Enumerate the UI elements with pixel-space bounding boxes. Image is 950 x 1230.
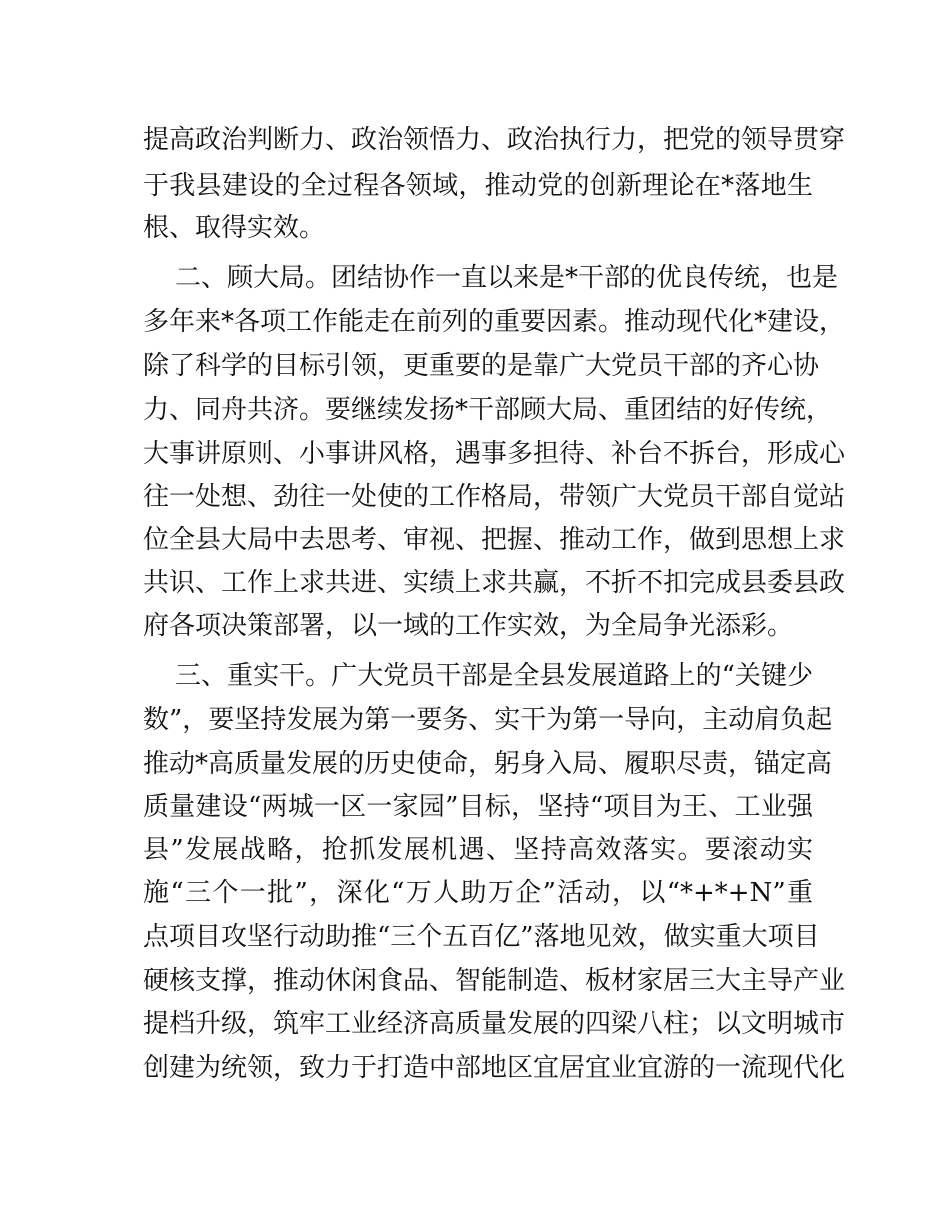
text-line: 推动*高质量发展的历史使命，躬身入局、履职尽责，锚定高	[143, 749, 833, 779]
text-line: 二、顾大局。团结协作一直以来是*干部的优良传统，也是	[175, 263, 839, 293]
text-line: 多年来*各项工作能走在前列的重要因素。推动现代化*建设，	[143, 307, 846, 337]
text-line: 共识、工作上求共进、实绩上求共赢，不折不扣完成县委县政	[143, 568, 846, 598]
text-line: 硬核支撑，推动休闲食品、智能制造、板材家居三大主导产业	[143, 966, 846, 996]
text-line: 力、同舟共济。要继续发扬*干部顾大局、重团结的好传统，	[143, 395, 833, 425]
text-line: 数”，要坚持发展为第一要务、实干为第一导向，主动肩负起	[143, 705, 833, 735]
text-line: 创建为统领，致力于打造中部地区宜居宜业宜游的一流现代化	[143, 1053, 846, 1083]
text-line: 往一处想、劲往一处使的工作格局，带领广大党员干部自觉站	[143, 482, 846, 512]
text-line: 根、取得实效。	[143, 213, 326, 243]
text-line: 提高政治判断力、政治领悟力、政治执行力，把党的领导贯穿	[143, 125, 846, 155]
text-line: 质量建设“两城一区一家园”目标，坚持“项目为王、工业强	[143, 792, 813, 822]
text-line: 府各项决策部署，以一域的工作实效，为全局争光添彩。	[143, 611, 794, 641]
text-line: 县”发展战略，抢抓发展机遇、坚持高效落实。要滚动实	[143, 835, 813, 865]
text-line: 除了科学的目标引领，更重要的是靠广大党员干部的齐心协	[143, 351, 820, 381]
text-line: 位全县大局中去思考、审视、把握、推动工作，做到思想上求	[143, 525, 846, 555]
text-line: 于我县建设的全过程各领域，推动党的创新理论在*落地生	[143, 171, 813, 201]
text-line: 施“三个一批”，深化“万人助万企”活动，以“*+*+N”重	[143, 878, 813, 908]
text-line: 三、重实干。广大党员干部是全县发展道路上的“关键少	[175, 661, 813, 691]
text-line: 提档升级，筑牢工业经济高质量发展的四梁八柱；以文明城市	[143, 1009, 846, 1039]
text-line: 点项目攻坚行动助推“三个五百亿”落地见效，做实重大项目	[143, 922, 820, 952]
text-line: 大事讲原则、小事讲风格，遇事多担待、补台不拆台，形成心	[143, 439, 846, 469]
